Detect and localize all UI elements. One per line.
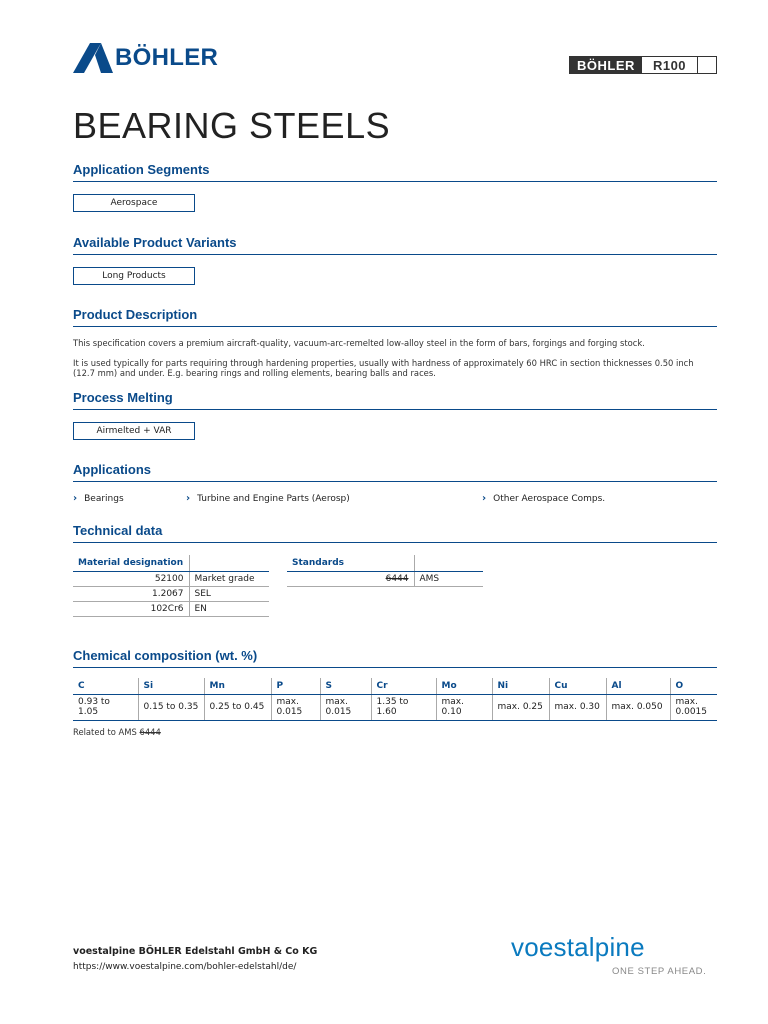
element-header: Cu: [549, 678, 606, 694]
element-header: O: [670, 678, 717, 694]
description-paragraph-1: This specification covers a premium aircraft-quality, vacuum-arc-remelted low-alloy steel in the form of bars, forgings and forging stock.: [73, 338, 645, 348]
application-label: Bearings: [84, 493, 124, 504]
element-value: max. 0.25: [492, 694, 549, 720]
element-value: max. 0.30: [549, 694, 606, 720]
element-header: C: [73, 678, 138, 694]
standards-table: [287, 555, 483, 587]
bohler-triangle-icon: [73, 43, 113, 73]
element-value: max. 0.050: [606, 694, 670, 720]
related-note: [73, 727, 161, 737]
voestalpine-logo: voestalpine: [511, 932, 645, 962]
application-label: Turbine and Engine Parts (Aerosp): [197, 493, 350, 504]
element-value: max. 0.015: [271, 694, 320, 720]
grade-badge: [569, 56, 717, 74]
page-title: BEARING STEELS: [73, 105, 391, 146]
standard-number: 6444: [287, 571, 414, 586]
material-value: 52100: [73, 571, 189, 586]
element-header: P: [271, 678, 320, 694]
element-value: max. 0.10: [436, 694, 492, 720]
element-value: 1.35 to 1.60: [371, 694, 436, 720]
material-standard: SEL: [189, 586, 269, 601]
material-value: 102Cr6: [73, 601, 189, 616]
element-header: Al: [606, 678, 670, 694]
footer-url: https://www.voestalpine.com/bohler-edelstahl/de/: [73, 962, 297, 972]
standard-body: AMS: [414, 571, 483, 586]
section-process-melting: Process Melting: [73, 390, 717, 410]
section-application-segments: Application Segments: [73, 162, 717, 182]
application-item: [73, 493, 124, 504]
element-header: Mo: [436, 678, 492, 694]
chevron-right-icon: ›: [186, 493, 191, 504]
application-label: Other Aerospace Comps.: [493, 493, 606, 504]
element-value: max. 0.015: [320, 694, 371, 720]
bohler-logo-text: BÖHLER: [115, 44, 219, 71]
segment-chip: Aerospace: [73, 194, 195, 212]
material-table-header: Material designation: [73, 555, 189, 571]
material-standard: Market grade: [189, 571, 269, 586]
table-row: [73, 601, 269, 616]
material-table-header-empty: [189, 555, 269, 571]
table-row: [73, 586, 269, 601]
material-standard: EN: [189, 601, 269, 616]
chevron-right-icon: ›: [73, 493, 78, 504]
element-value: 0.15 to 0.35: [138, 694, 204, 720]
table-row: [73, 571, 269, 586]
element-header: S: [320, 678, 371, 694]
melting-chip: Airmelted + VAR: [73, 422, 195, 440]
table-row: [73, 694, 717, 720]
description-paragraph-2: It is used typically for parts requiring through hardening properties, usually with hardness of approximately 60 HRC in section thicknesses 0.50 inch (12.7 mm) and under. E.g. bearing rings and rolling elements, bearing balls and races.: [73, 358, 694, 378]
element-header: Cr: [371, 678, 436, 694]
grade-brand: BÖHLER: [570, 57, 642, 73]
material-designation-table: [73, 555, 269, 617]
table-row: [287, 571, 483, 586]
chemical-composition-table: [73, 678, 717, 721]
section-applications: Applications: [73, 462, 717, 482]
section-technical-data: Technical data: [73, 523, 717, 543]
standards-table-header-empty: [414, 555, 483, 571]
chevron-right-icon: ›: [482, 493, 487, 504]
element-header: Si: [138, 678, 204, 694]
chem-header-row: [73, 678, 717, 694]
related-spec: 6444: [139, 727, 161, 737]
voestalpine-tagline: ONE STEP AHEAD.: [612, 966, 707, 977]
section-product-variants: Available Product Variants: [73, 235, 717, 255]
application-item: [186, 493, 350, 504]
application-item: [482, 493, 605, 504]
footer-company: voestalpine BÖHLER Edelstahl GmbH & Co KG: [73, 946, 318, 957]
grade-code: R100: [642, 57, 698, 73]
material-value: 1.2067: [73, 586, 189, 601]
element-value: 0.25 to 0.45: [204, 694, 271, 720]
element-value: 0.93 to 1.05: [73, 694, 138, 720]
related-prefix: Related to AMS: [73, 727, 140, 737]
element-header: Ni: [492, 678, 549, 694]
element-value: max. 0.0015: [670, 694, 717, 720]
variant-chip: Long Products: [73, 267, 195, 285]
element-header: Mn: [204, 678, 271, 694]
bohler-logo: [73, 42, 218, 74]
grade-empty-cell: [698, 57, 716, 73]
section-product-description: Product Description: [73, 307, 717, 327]
standards-table-header: Standards: [287, 555, 414, 571]
section-chemical-composition: Chemical composition (wt. %): [73, 648, 717, 668]
